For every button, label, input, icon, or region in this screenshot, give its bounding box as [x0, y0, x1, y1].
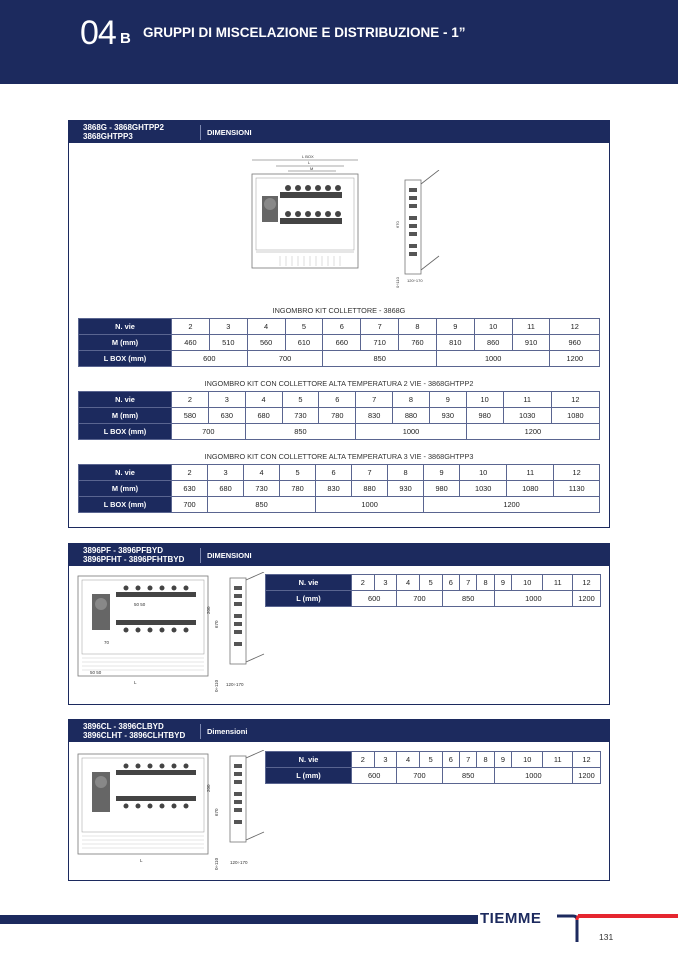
svg-text:670: 670 [214, 620, 219, 628]
technical-drawing-side [212, 750, 268, 870]
table-row: N. vie 2 3 4 5 6 7 8 9 10 11 12 [79, 319, 600, 335]
section-label: Dimensioni [207, 727, 248, 736]
svg-text:670: 670 [214, 808, 219, 816]
technical-drawing-front [76, 574, 216, 686]
section-label: DIMENSIONI [207, 128, 252, 137]
footer-accent [578, 914, 678, 918]
chapter-number: 04 [80, 14, 116, 52]
chapter-letter: B [120, 30, 131, 47]
svg-text:70: 70 [104, 640, 110, 645]
dim-label-0110: 0÷110 [395, 277, 400, 288]
footer-bar [0, 915, 478, 924]
dim-label-lbox: L BOX [302, 154, 314, 159]
dim-label-670: 670 [395, 221, 400, 228]
page-header [0, 0, 678, 84]
table-caption-2: INGOMBRO KIT CON COLLETTORE ALTA TEMPERATURA 2 VIE - 3868GHTPP2 [204, 379, 474, 388]
table-row: N. vie 2 3 4 5 6 7 8 9 10 11 12 [79, 392, 600, 408]
section-header [69, 720, 609, 742]
svg-text:L: L [140, 858, 143, 863]
dimension-table-1 [78, 318, 600, 367]
table-row: L BOX (mm) 700 850 1000 1200 [79, 424, 600, 440]
table-caption-3: INGOMBRO KIT CON COLLETTORE ALTA TEMPERATURA 3 VIE - 3868GHTPP3 [204, 452, 474, 461]
product-codes: 3896PF - 3896PFBYD 3896PFHT - 3896PFHTBYD [83, 546, 185, 564]
page-number: 131 [599, 932, 614, 942]
table-row: N. vie 2 3 4 5 6 7 8 9 10 11 12 [79, 465, 600, 481]
table-row: N. vie 2 3 4 5 6 7 8 9 10 11 12 [266, 752, 601, 768]
table-row: L (mm) 600 700 850 1000 1200 [266, 768, 601, 784]
svg-text:0÷110: 0÷110 [214, 857, 219, 870]
chapter-title: GRUPPI DI MISCELAZIONE E DISTRIBUZIONE - 1” [143, 25, 466, 40]
dim-label-m: M [310, 166, 314, 171]
table-row: L BOX (mm) 600 700 850 1000 1200 [79, 351, 600, 367]
technical-drawing-front [240, 152, 370, 272]
technical-drawing-side [212, 572, 268, 692]
section-label: DIMENSIONI [207, 551, 252, 560]
svg-text:0÷110: 0÷110 [214, 679, 219, 692]
dim-label-l: L [308, 160, 311, 165]
svg-text:50 50: 50 50 [134, 602, 146, 607]
brand-hook-icon [555, 912, 585, 946]
svg-text:50 50: 50 50 [90, 670, 102, 675]
dimension-table-2 [78, 391, 600, 440]
table-row: M (mm) 460 510 560 610 660 710 760 810 860 910 960 [79, 335, 600, 351]
dimension-table-cl [265, 751, 601, 784]
dimension-table-pf [265, 574, 601, 607]
product-codes: 3868G - 3868GHTPP2 3868GHTPP3 [83, 123, 164, 141]
svg-text:200: 200 [206, 606, 211, 614]
table-row: L (mm) 600 700 850 1000 1200 [266, 591, 601, 607]
technical-drawing-side [395, 170, 445, 290]
table-row: N. vie 2 3 4 5 6 7 8 9 10 11 12 [266, 575, 601, 591]
technical-drawing-front [76, 752, 216, 864]
section-header [69, 544, 609, 566]
svg-text:L: L [134, 680, 137, 685]
table-row: L BOX (mm) 700 850 1000 1200 [79, 497, 600, 513]
dimension-table-3 [78, 464, 600, 513]
svg-text:200: 200 [206, 784, 211, 792]
product-codes: 3896CL - 3896CLBYD 3896CLHT - 3896CLHTBYD [83, 722, 186, 740]
brand-logo: TIEMME [480, 910, 542, 927]
table-row: M (mm) 580 630 680 730 780 830 880 930 980 1030 1080 [79, 408, 600, 424]
table-caption-1: INGOMBRO KIT COLLETTORE - 3868G [272, 306, 406, 315]
section-header [69, 121, 609, 143]
svg-text:120÷170: 120÷170 [226, 682, 244, 687]
table-row: M (mm) 630 680 730 780 830 880 930 980 1030 1080 1130 [79, 481, 600, 497]
dim-label-120170: 120÷170 [407, 278, 423, 283]
svg-text:120÷170: 120÷170 [230, 860, 248, 865]
